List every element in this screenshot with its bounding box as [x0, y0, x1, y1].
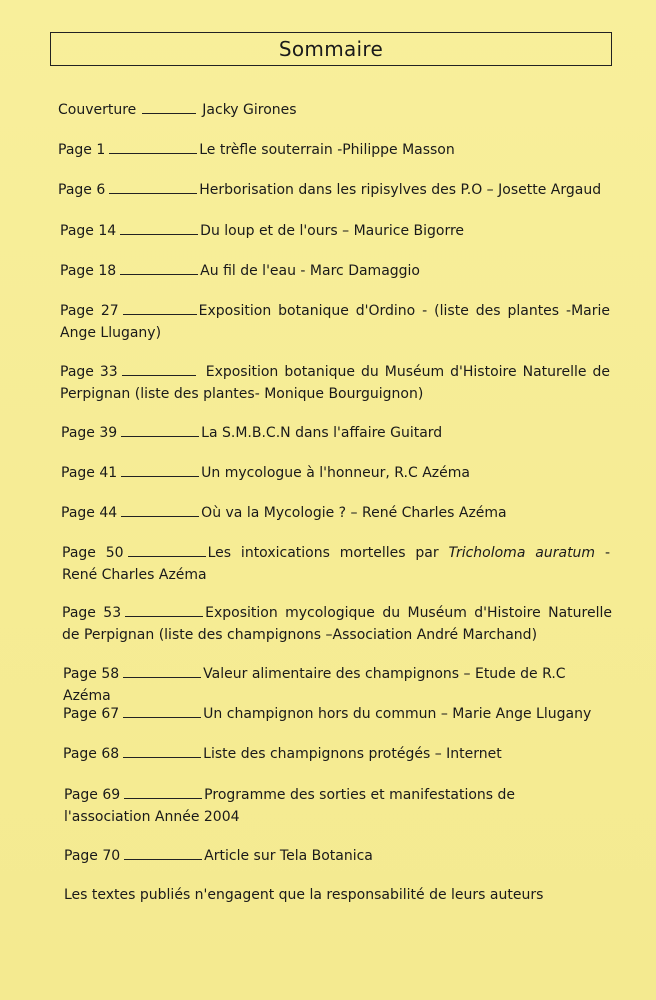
- toc-entry-page: Page 27: [60, 303, 119, 319]
- toc-entry-page: Page 58: [63, 666, 120, 682]
- toc-entry-title: Article sur Tela Botanica: [204, 848, 373, 864]
- toc-entry: [62, 602, 612, 646]
- toc-entry-title: Programme des sorties et manifestations de l'association Année 2004: [64, 787, 516, 825]
- toc-entry: [63, 703, 591, 725]
- toc-entry: [61, 422, 442, 444]
- toc-entry-page: Page 50: [62, 545, 124, 561]
- toc-entry-title: Herborisation dans les ripisylves des P.O – Josette Argaud: [199, 182, 602, 198]
- toc-entry-title-post: - René Charles Azéma: [62, 545, 611, 583]
- disclaimer-note: Les textes publiés n'engagent que la responsabilité de leurs auteurs: [64, 887, 544, 903]
- toc-entry-title: Un mycologue à l'honneur, R.C Azéma: [201, 465, 470, 481]
- toc-entry: [60, 361, 610, 405]
- toc-entry: [58, 139, 455, 161]
- toc-entry-page: Page 53: [62, 605, 122, 621]
- toc-entry-title-pre: Les intoxications mortelles par: [207, 545, 449, 561]
- toc-entry-page: Page 33: [60, 364, 118, 380]
- toc-entry-title: Un champignon hors du commun – Marie Ange Llugany: [203, 706, 592, 722]
- toc-entry-page: Page 18: [60, 263, 117, 279]
- toc-entry-page: Page 39: [61, 425, 118, 441]
- page-title: Sommaire: [50, 32, 612, 66]
- toc-entry-title: Liste des champignons protégés – Internet: [203, 746, 502, 762]
- toc-entry-title: Où va la Mycologie ? – René Charles Azéma: [201, 505, 507, 521]
- toc-entry: [64, 784, 598, 828]
- toc-entry-title: Le trèfle souterrain -Philippe Masson: [199, 142, 455, 158]
- toc-entry: [60, 260, 420, 282]
- toc-entry-page: Page 70: [64, 848, 121, 864]
- toc-entry: [60, 220, 464, 242]
- toc-entry: [63, 743, 502, 765]
- toc-entry-page: Page 6: [58, 182, 106, 198]
- toc-entry-page: Page 67: [63, 706, 120, 722]
- toc-entry-title-italic: Tricholoma auratum: [448, 545, 596, 561]
- toc-entry-title: Au fil de l'eau - Marc Damaggio: [200, 263, 420, 279]
- toc-entry-title: Jacky Girones: [202, 102, 297, 118]
- toc-entry: [58, 179, 601, 201]
- toc-entry-title: Du loup et de l'ours – Maurice Bigorre: [200, 223, 465, 239]
- toc-entry-title: La S.M.B.C.N dans l'affaire Guitard: [201, 425, 443, 441]
- toc-entry-title: Exposition mycologique du Muséum d'Histoire Naturelle de Perpignan (liste des champignons –Association André Marchand): [62, 605, 612, 643]
- toc-entry-page: Page 69: [64, 787, 121, 803]
- toc-entry: [61, 502, 507, 524]
- toc-entry: [63, 663, 612, 707]
- toc-entry: [61, 462, 470, 484]
- toc-entry-title: Exposition botanique du Muséum d'Histoire Naturelle de Perpignan (liste des plantes- Monique Bourguignon): [60, 364, 610, 402]
- toc-entry-page: Page 41: [61, 465, 118, 481]
- toc-entry-title: Exposition botanique d'Ordino - (liste des plantes -Marie Ange Llugany): [60, 303, 610, 341]
- toc-entry-page: Page 68: [63, 746, 120, 762]
- toc-entry: [62, 542, 610, 586]
- toc-entry-page: Page 1: [58, 142, 106, 158]
- toc-entry-page: Couverture: [58, 102, 137, 118]
- toc-entry: [60, 300, 610, 344]
- toc-entry-page: Page 14: [60, 223, 117, 239]
- toc-entry-cover: [58, 99, 297, 121]
- toc-entry-page: Page 44: [61, 505, 118, 521]
- toc-entry: [64, 845, 373, 867]
- toc-entry-title: Valeur alimentaire des champignons – Etude de R.C Azéma: [63, 666, 566, 704]
